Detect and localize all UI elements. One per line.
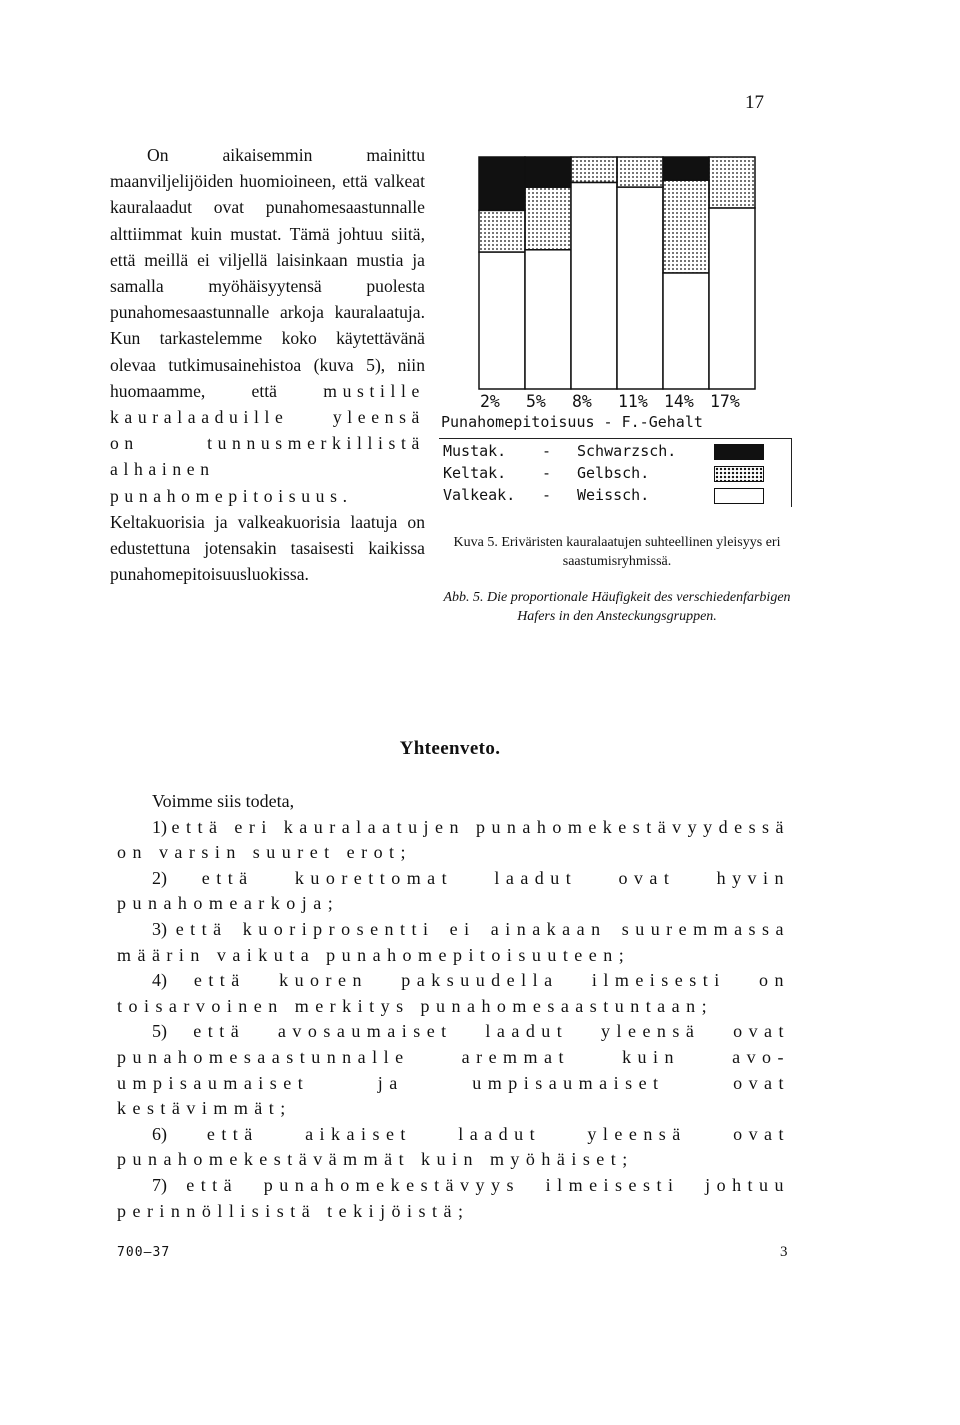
legend-label-de: Schwarzsch. [577,442,677,460]
footer-signature-mark: 3 [780,1244,788,1260]
figure-caption-fi: Kuva 5. Eriväristen kauralaatujen suhteellinen yleisyys eri saastumisryhmissä. [453,535,781,569]
summary-item-punctuation: ; [327,893,333,914]
bar-segment-dotted [571,157,617,183]
summary-item [117,968,790,1019]
figure-caption-de: Abb. 5. Die proportionale Häufigkeit des verschiedenfarbigen Hafers in den Ansteckungsgruppen. [443,590,791,624]
summary-item [117,1019,790,1121]
summary-item-number: 3) [152,918,167,939]
summary-item-number: 2) [152,867,167,888]
legend-label-de: Weissch. [577,486,650,504]
bar-segment-white [479,252,525,389]
summary-item-punctuation: ; [701,995,707,1016]
summary-item-punctuation: ; [622,1149,628,1170]
summary-item-text: että punahomekestävyys ilmeisesti johtuu perinnöllisistä tekijöistä [117,1174,790,1221]
legend [439,438,792,507]
legend-label-de: Gelbsch. [577,464,650,482]
section-heading: Yhteenveto. [399,738,501,759]
legend-dash: - [542,442,552,460]
bar-segment-dotted [663,180,709,273]
summary-item-text: että eri kauralaatujen punahomekestävyydessä on varsin suuret erot [117,816,791,863]
summary-item [117,866,790,917]
summary-item-text: että avosaumaiset laadut yleensä ovat punahomesaastunnalle aremmat kuin avo-umpisaumaiset ja umpisaumaiset ovat kestävimmät [117,1021,791,1119]
legend-swatch-dotted [714,466,764,482]
bar-segment-white [525,250,571,389]
category-label: 5% [526,392,546,411]
legend-dash: - [542,486,552,504]
summary-intro: Voimme siis todeta, [152,791,295,811]
category-label: 14% [664,392,694,411]
legend-label-fi: Keltak. [443,464,507,482]
summary-item-punctuation: ; [618,944,624,965]
summary-item-text: että kuorettomat laadut ovat hyvin punahomearkoja [117,867,790,914]
legend-row-dotted [439,463,791,485]
bar-segment-dotted [709,157,755,208]
summary-item-number: 5) [152,1021,167,1042]
bar-segment-white [571,183,617,389]
summary-item-text: että kuoriprosentti ei ainakaan suuremmassa määrin vaikuta punahomepitoisuuteen [117,918,790,965]
page-number: 17 [745,92,764,113]
summary-item-punctuation: ; [400,842,406,863]
summary-item-number: 1) [152,816,167,837]
summary-item [117,815,790,866]
footer-print-code: 700—37 [117,1245,171,1260]
category-label: 17% [710,392,740,411]
legend-label-fi: Valkeak. [443,486,516,504]
legend-label-fi: Mustak. [443,442,507,460]
bar-segment-white [617,187,663,389]
category-label: 2% [480,392,500,411]
bar-segment-black [479,157,525,210]
summary-item [117,1122,790,1173]
legend-row-white [439,485,791,507]
bar-segment-black [525,157,571,187]
bar-segment-black [663,157,709,180]
summary-item [117,1173,790,1224]
bar-segment-dotted [479,210,525,252]
summary-list [117,789,790,1224]
summary-item-number: 4) [152,970,167,991]
paragraph-text-end: . Keltakuorisia ja valkeakuorisia laatuja on edustettuna jotensakin tasaisesti kaikissa punahomepitoisuusluokissa. [110,485,425,585]
summary-item-text: että kuoren paksuudella ilmeisesti on toisarvoinen merkitys punahomesaastuntaan [117,970,790,1016]
summary-item [117,917,790,968]
bar-segment-white [709,208,755,389]
category-label: 8% [572,392,592,411]
legend-swatch-black [714,444,764,460]
summary-item-punctuation: ; [280,1098,286,1119]
legend-row-black [439,441,791,463]
bar-segment-white [663,273,709,389]
legend-swatch-white [714,488,764,504]
summary-item-punctuation: ; [457,1200,463,1221]
category-label: 11% [618,392,648,411]
bar-segment-dotted [617,157,663,187]
summary-item-text: että aikaiset laadut yleensä ovat punahomekestävämmät kuin myöhäiset [117,1123,790,1170]
x-axis-label: Punahomepitoisuus - F.-Gehalt [441,413,703,431]
summary-item-number: 7) [152,1174,167,1195]
figure-5 [435,155,791,624]
bar-segment-dotted [525,187,571,250]
left-column-text [110,142,425,587]
paragraph-text: On aikaisemmin mainittu maanviljelijöiden huomioineen, että valkeat kauralaadut ovat punahomesaastunnalle alttiimmat kuin mustat. Tämä johtuu siitä, että meillä ei viljellä laisinkaan mustia ja samalla myöhäisyytensä puolesta punahomesaastunnalle arkoja kauralaatuja. Kun tarkastelemme koko käytettävänä olevaa tutkimusainehistoa (kuva 5), niin huomaamme, että [110,145,425,401]
legend-dash: - [542,464,552,482]
stacked-bar-chart [435,155,790,395]
left-paragraph [110,142,425,587]
spaced-emphasis: mustille kauralaaduille yleensä on tunnusmerkillistä alhainen punahomepitoisuus [110,380,425,506]
summary-item-number: 6) [152,1123,167,1144]
